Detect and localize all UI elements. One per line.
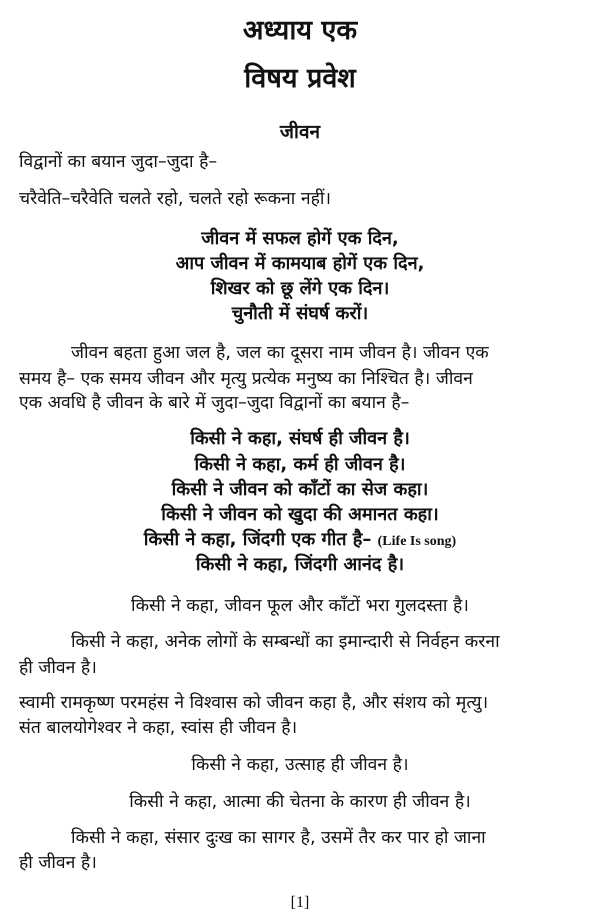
paragraph-line: समय है– एक समय जीवन और मृत्यु प्रत्येक मनुष्य का निश्चित है। जीवन <box>19 369 473 389</box>
paragraph-line: किसी ने कहा, उत्साह ही जीवन है। <box>191 755 409 775</box>
paragraph-line: किसी ने कहा, अनेक लोगों के सम्बन्धों का इमान्दारी से निर्वहन करना <box>71 632 500 652</box>
verse-line: किसी ने जीवन को कॉंटों का सेज कहा। <box>171 479 429 500</box>
verse-line <box>0 528 600 554</box>
verse-line-text: किसी ने कहा, जिंदगी एक गीत है– <box>143 529 372 550</box>
paragraph-line: ही जीवन है। <box>19 853 97 873</box>
verse-line: किसी ने कहा, जिंदगी आनंद है। <box>195 554 405 575</box>
paragraph-line: किसी ने कहा, संसार दुःख का सागर है, उसमें तैर कर पार हो जाना <box>71 828 486 848</box>
intro-line: चरैवेति–चरैवेति चलते रहो, चलते रहो रूकना नहीं। <box>19 189 332 209</box>
verse-line: जीवन में सफल होगें एक दिन, <box>201 228 399 249</box>
english-gloss: (Life Is song) <box>377 534 457 549</box>
paragraph-line: किसी ने कहा, जीवन फूल और कॉंटों भरा गुलदस्ता है। <box>131 596 469 616</box>
page-number: [1] <box>290 894 310 911</box>
verse-line: किसी ने कहा, संघर्ष ही जीवन है। <box>190 428 410 449</box>
verse-line: किसी ने जीवन को खुदा की अमानत कहा। <box>161 504 439 525</box>
paragraph-line: स्वामी रामकृष्ण परमहंस ने विश्वास को जीवन कहा है, और संशय को मृत्यु। <box>19 693 489 713</box>
paragraph-line: ही जीवन है। <box>19 658 97 678</box>
verse-line: शिखर को छू लेंगे एक दिन। <box>210 278 390 299</box>
verse-line: किसी ने कहा, कर्म ही जीवन है। <box>194 454 406 475</box>
paragraph-line: संत बालयोगेश्वर ने कहा, स्वांस ही जीवन है। <box>19 718 298 738</box>
paragraph-line: जीवन बहता हुआ जल है, जल का दूसरा नाम जीवन है। जीवन एक <box>71 343 489 363</box>
verse-line: चुनौती में संघर्ष करों। <box>231 303 369 324</box>
chapter-title: अध्याय एक <box>242 15 358 46</box>
paragraph-line: किसी ने कहा, आत्मा की चेतना के कारण ही जीवन है। <box>129 792 471 812</box>
paragraph-line: एक अवधि है जीवन के बारे में जुदा–जुदा विद्वानों का बयान है– <box>19 393 410 413</box>
intro-line: विद्वानों का बयान जुदा–जुदा है– <box>19 152 218 172</box>
subheading: जीवन <box>279 121 321 143</box>
section-title: विषय प्रवेश <box>244 63 356 94</box>
verse-line: आप जीवन में कामयाब होगें एक दिन, <box>175 253 425 274</box>
